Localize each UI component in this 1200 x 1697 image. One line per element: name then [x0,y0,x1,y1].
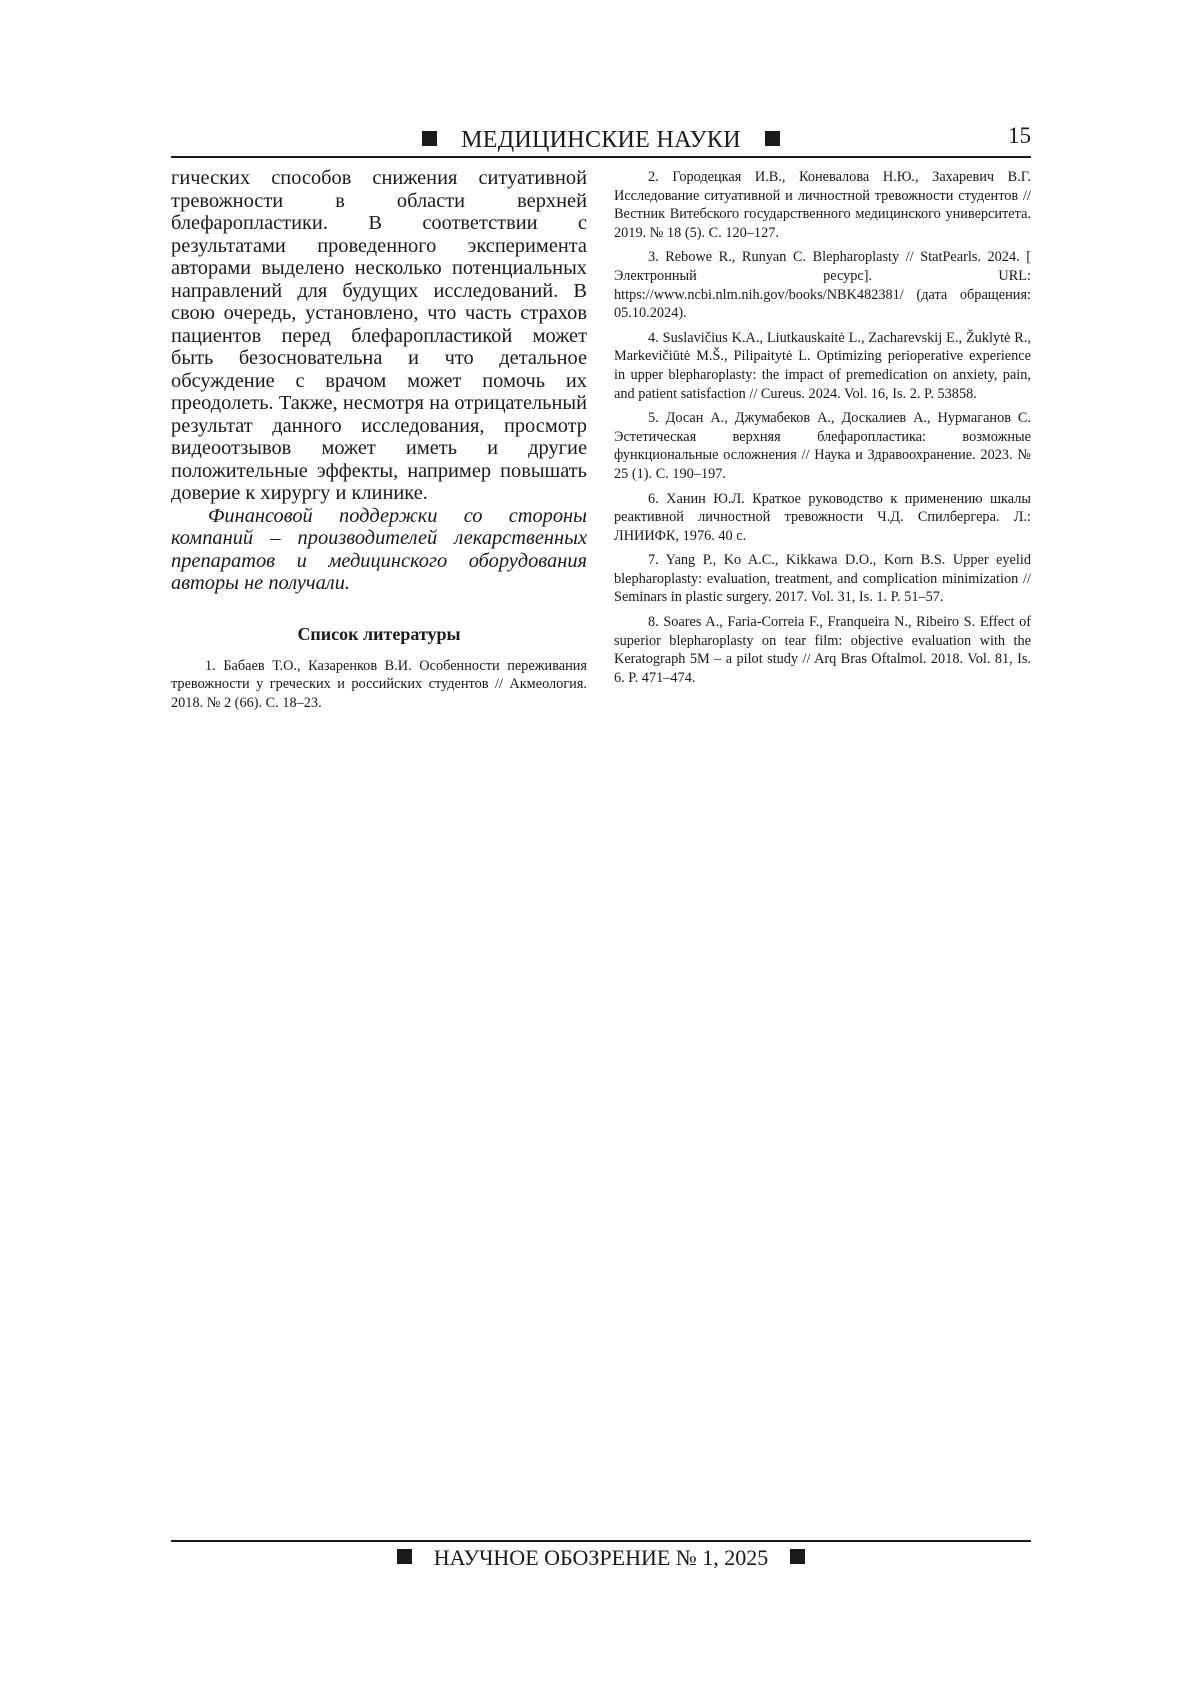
reference-item: 7. Yang P., Ko A.C., Kikkawa D.O., Korn B.S. Upper eyelid blepharoplasty: evaluation, treatment, and complication minimization // Seminars in plastic surgery. 2017. Vol. 31, Is. 1. P. 51–57. [614,552,1031,606]
page-footer [171,1540,1031,1572]
reference-item: 4. Suslavičius K.A., Liutkauskaitė L., Zacharevskij E., Žuklytė R., Markevičiūtė M.Š., Pilipaitytė L. Optimizing perioperative experience in upper blepharoplasty: the impact of premedication on anxiety, pain, and patient satisfaction // Cureus. 2024. Vol. 16, Is. 2. P. 53858. [614,329,1031,402]
reference-item: 2. Городецкая И.В., Коневалова Н.Ю., Захаревич В.Г. Исследование ситуативной и личностной тревожности студентов // Вестник Витебского государственного медицинского университета. 2019. № 18 (5). С. 120–127. [614,169,1031,241]
reference-item: 3. Rebowe R., Runyan C. Blepharoplasty // StatPearls. 2024. [ Электронный ресурс]. URL: https://www.ncbi.nlm.nih.gov/books/NBK482381/ (дата обращения: 05.10.2024). [614,249,1031,322]
page-number: 15 [1008,123,1031,148]
journal-title: НАУЧНОЕ ОБОЗРЕНИЕ № 1, 2025 [433,1545,769,1570]
black-square-icon [790,1549,805,1564]
page-header [171,118,1031,158]
left-column [171,167,587,718]
reference-item: 8. Soares A., Faria-Correia F., Franqueira N., Ribeiro S. Effect of superior blepharoplasty on tear film: objective evaluation with the Keratograph 5M – a pilot study // Arq Bras Oftalmol. 2018. Vol. 81, Is. 6. P. 471–474. [614,614,1031,686]
references-heading: Список литературы [297,623,461,644]
reference-item: 6. Ханин Ю.Л. Краткое руководство к применению шкалы реактивной личностной тревожности Ч.Д. Спилбергера. Л.: ЛНИИФК, 1976. 40 с. [614,490,1031,544]
funding-statement: Финансовой поддержки со стороны компаний – производителей лекарственных препаратов и медицинского оборудования авторы не получали. [171,504,587,594]
body-paragraph: гических способов снижения ситуативной тревожности в области верхней блефаропластики. В соответствии с результатами проведенного эксперимента авторами выделено несколько потенциальных направлений для будущих исследований. В свою очередь, установлено, что часть страхов пациентов перед блефаропластикой может быть безосновательна и что детальное обсуждение с врачом может помочь их преодолеть. Также, несмотря на отрицательный результат данного исследования, просмотр видеоотзывов может иметь и другие положительные эффекты, например повышать доверие к хирургу и клинике. [171,167,587,504]
section-title: МЕДИЦИНСКИЕ НАУКИ [461,127,741,153]
journal-title-block [171,1544,1031,1572]
section-title-block [171,126,1031,154]
black-square-icon [765,131,780,146]
reference-item: 1. Бабаев Т.О., Казаренков В.И. Особенности переживания тревожности у греческих и российских студентов // Акмеология. 2018. № 2 (66). С. 18–23. [171,657,587,711]
black-square-icon [397,1549,412,1564]
right-column [614,168,1031,693]
black-square-icon [422,131,437,146]
reference-item: 5. Досан А., Джумабеков А., Доскалиев А., Нурмаганов С. Эстетическая верхняя блефаропластика: возможные функциональные осложнения // Наука и Здравоохранение. 2023. № 25 (1). С. 190–197. [614,410,1031,482]
